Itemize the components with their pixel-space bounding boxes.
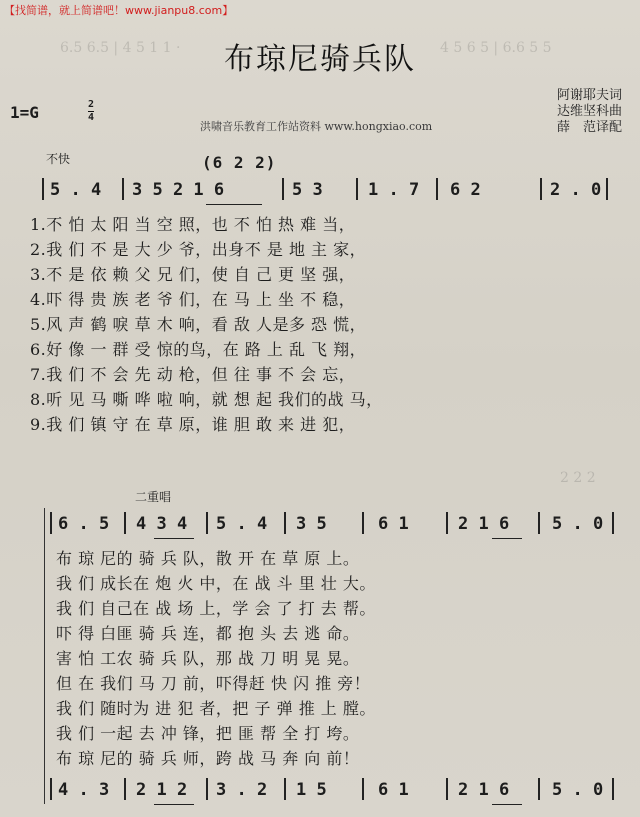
measure-notes: 2 1 6 (458, 780, 510, 800)
bleed-through-decoration: 2 2 2 (560, 470, 596, 486)
beam (492, 804, 522, 805)
measure-notes: 4 . 3 (58, 780, 110, 800)
meter-top: 2 (88, 99, 95, 110)
lyric-line: 5.风 声 鹤 唳 草 木 响，看 敌 人是多 恐 慌， (30, 315, 367, 334)
barline (446, 778, 448, 800)
barline (284, 512, 286, 534)
grace-notes: (6 2 2) (202, 153, 277, 172)
measure-notes: 2 1 2 (136, 780, 188, 800)
lyric-line: 7.我 们 不 会 先 动 枪，但 往 事 不 会 忘， (30, 365, 356, 384)
source-watermark: 洪啸音乐教育工作站资料 www.hongxiao.com (200, 120, 433, 133)
beam (206, 204, 262, 205)
barline (50, 778, 52, 800)
barline (356, 178, 358, 200)
barline (50, 512, 52, 534)
measure-notes: 5 . 0 (552, 514, 604, 534)
composer-credit: 达维坚科曲 (556, 104, 622, 119)
lyric-line: 吓 得 白匪 骑 兵 连，都 抱 头 去 逃 命。 (56, 624, 360, 643)
measure-notes: 2 1 6 (458, 514, 510, 534)
barline (42, 178, 44, 200)
measure-notes: 1 . 7 (368, 180, 420, 200)
measure-notes: 5 . 4 (216, 514, 268, 534)
duet-marking: 二重唱 (135, 490, 172, 504)
lyric-line: 布 琼 尼的 骑 兵 队，散 开 在 草 原 上。 (56, 549, 360, 568)
barline (124, 512, 126, 534)
measure-notes: 2 . 0 (550, 180, 602, 200)
song-title: 布琼尼骑兵队 (224, 42, 416, 77)
lyric-line: 我 们 自己在 战 场 上，学 会 了 打 去 帮。 (56, 599, 376, 618)
barline (538, 778, 540, 800)
measure-notes: 5 . 4 (50, 180, 102, 200)
barline (122, 178, 124, 200)
barline (446, 512, 448, 534)
barline (206, 778, 208, 800)
lyric-line: 我 们 成长在 炮 火 中，在 战 斗 里 壮 大。 (56, 574, 376, 593)
measure-notes: 3 5 2 1 6 (132, 180, 225, 200)
measure-notes: 6 1 (378, 780, 409, 800)
measure-notes: 1 5 (296, 780, 327, 800)
lyric-line: 布 琼 尼的 骑 兵 师，跨 战 马 奔 向 前！ (56, 749, 360, 768)
lyric-line: 害 怕 工农 骑 兵 队，那 战 刀 明 晃 晃。 (56, 649, 360, 668)
lyric-line: 2.我 们 不 是 大 少 爷，出身不 是 地 主 家， (30, 240, 367, 259)
barline (284, 778, 286, 800)
barline (612, 512, 614, 534)
meter-bottom: 4 (88, 112, 95, 123)
lyric-line: 我 们 随时为 进 犯 者，把 子 弹 推 上 膛。 (56, 699, 376, 718)
barline (282, 178, 284, 200)
barline (362, 778, 364, 800)
lyric-line: 4.吓 得 贵 族 老 爷 们，在 马 上 坐 不 稳， (30, 290, 356, 309)
barline (436, 178, 438, 200)
lyric-line: 8.听 见 马 嘶 哗 啦 响，就 想 起 我们的战 马， (30, 390, 383, 409)
lyric-line: 6.好 像 一 群 受 惊的鸟，在 路 上 乱 飞 翔， (30, 340, 367, 359)
measure-notes: 5 3 (292, 180, 323, 200)
barline (606, 178, 608, 200)
measure-notes: 6 1 (378, 514, 409, 534)
measure-notes: 3 5 (296, 514, 327, 534)
bleed-through-decoration: 6.5 6.5 | 4 5 1 1 · (60, 40, 181, 56)
lyricist-credit: 阿谢耶夫词 (556, 88, 622, 103)
measure-notes: 5 . 0 (552, 780, 604, 800)
system-bracket (44, 508, 45, 804)
translator-credit: 薛 范译配 (556, 120, 622, 135)
lyric-line: 9.我 们 镇 守 在 草 原，谁 胆 敢 来 进 犯， (30, 415, 356, 434)
lyric-line: 但 在 我们 马 刀 前，吓得赶 快 闪 推 旁！ (56, 674, 371, 693)
key-signature: 1=G (10, 103, 39, 122)
time-signature (88, 100, 94, 123)
lyric-line: 我 们 一起 去 冲 锋，把 匪 帮 全 打 垮。 (56, 724, 360, 743)
measure-notes: 6 2 (450, 180, 481, 200)
site-banner[interactable]: 【找简谱，就上简谱吧！www.jianpu8.com】 (4, 4, 234, 17)
beam (154, 804, 194, 805)
barline (538, 512, 540, 534)
measure-notes: 4 3 4 (136, 514, 188, 534)
bleed-through-decoration: 4 5 6 5 | 6.6 5 5 (440, 40, 552, 56)
beam (154, 538, 194, 539)
measure-notes: 3 . 2 (216, 780, 268, 800)
barline (540, 178, 542, 200)
beam (492, 538, 522, 539)
measure-notes: 6 . 5 (58, 514, 110, 534)
lyric-line: 3.不 是 依 赖 父 兄 们，使 自 己 更 坚 强， (30, 265, 356, 284)
barline (206, 512, 208, 534)
tempo-marking: 不快 (46, 152, 71, 166)
barline (362, 512, 364, 534)
barline (612, 778, 614, 800)
lyric-line: 1.不 怕 太 阳 当 空 照，也 不 怕 热 难 当， (30, 215, 356, 234)
barline (124, 778, 126, 800)
